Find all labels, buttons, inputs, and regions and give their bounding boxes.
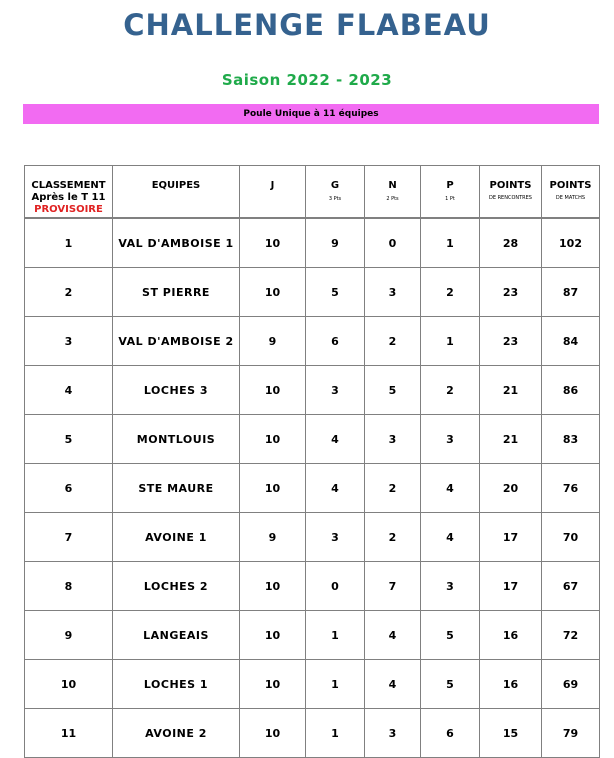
header-rank-line1: CLASSEMENT bbox=[31, 180, 106, 191]
n-cell: 4 bbox=[365, 611, 421, 660]
header-j bbox=[240, 166, 306, 219]
table-row bbox=[25, 317, 600, 366]
points-matchs-cell: 72 bbox=[542, 611, 600, 660]
header-rank bbox=[25, 166, 113, 219]
table-row bbox=[25, 660, 600, 709]
g-cell: 1 bbox=[306, 660, 365, 709]
table-row bbox=[25, 415, 600, 464]
j-cell: 9 bbox=[240, 317, 306, 366]
j-cell: 10 bbox=[240, 562, 306, 611]
header-points-rencontres bbox=[480, 166, 542, 219]
header-g-sub: 3 Pts bbox=[328, 196, 342, 202]
j-cell: 10 bbox=[240, 611, 306, 660]
points-rencontres-cell: 16 bbox=[480, 660, 542, 709]
points-rencontres-cell: 23 bbox=[480, 317, 542, 366]
rank-cell: 4 bbox=[25, 366, 113, 415]
team-cell: AVOINE 1 bbox=[113, 513, 240, 562]
points-matchs-cell: 69 bbox=[542, 660, 600, 709]
season-label: Saison 2022 - 2023 bbox=[221, 71, 393, 89]
team-cell: VAL D'AMBOISE 2 bbox=[113, 317, 240, 366]
points-rencontres-cell: 16 bbox=[480, 611, 542, 660]
g-cell: 3 bbox=[306, 513, 365, 562]
team-cell: LOCHES 1 bbox=[113, 660, 240, 709]
p-cell: 6 bbox=[421, 709, 480, 758]
j-cell: 10 bbox=[240, 366, 306, 415]
p-cell: 3 bbox=[421, 562, 480, 611]
team-cell: AVOINE 2 bbox=[113, 709, 240, 758]
header-points-rencontres-sub: DE RENCONTRES bbox=[488, 195, 532, 201]
j-cell: 10 bbox=[240, 218, 306, 268]
g-cell: 5 bbox=[306, 268, 365, 317]
rank-cell: 7 bbox=[25, 513, 113, 562]
table-row bbox=[25, 611, 600, 660]
points-rencontres-cell: 15 bbox=[480, 709, 542, 758]
table-row bbox=[25, 366, 600, 415]
rank-cell: 11 bbox=[25, 709, 113, 758]
points-matchs-cell: 70 bbox=[542, 513, 600, 562]
header-n-label: N bbox=[388, 180, 397, 191]
team-cell: LANGEAIS bbox=[113, 611, 240, 660]
header-points-matchs bbox=[542, 166, 600, 219]
j-cell: 10 bbox=[240, 709, 306, 758]
table-row bbox=[25, 709, 600, 758]
points-rencontres-cell: 21 bbox=[480, 366, 542, 415]
points-matchs-cell: 86 bbox=[542, 366, 600, 415]
j-cell: 10 bbox=[240, 660, 306, 709]
p-cell: 2 bbox=[421, 366, 480, 415]
rank-cell: 1 bbox=[25, 218, 113, 268]
points-matchs-cell: 102 bbox=[542, 218, 600, 268]
j-cell: 9 bbox=[240, 513, 306, 562]
points-rencontres-cell: 17 bbox=[480, 513, 542, 562]
header-p bbox=[421, 166, 480, 219]
n-cell: 2 bbox=[365, 464, 421, 513]
points-rencontres-cell: 17 bbox=[480, 562, 542, 611]
header-n-sub: 2 Pts bbox=[386, 196, 399, 202]
points-rencontres-cell: 23 bbox=[480, 268, 542, 317]
p-cell: 4 bbox=[421, 513, 480, 562]
n-cell: 3 bbox=[365, 415, 421, 464]
g-cell: 1 bbox=[306, 709, 365, 758]
g-cell: 3 bbox=[306, 366, 365, 415]
n-cell: 5 bbox=[365, 366, 421, 415]
points-matchs-cell: 84 bbox=[542, 317, 600, 366]
table-row bbox=[25, 513, 600, 562]
table-row bbox=[25, 562, 600, 611]
page-title: CHALLENGE FLABEAU bbox=[123, 8, 491, 42]
header-team bbox=[113, 166, 240, 219]
rank-cell: 9 bbox=[25, 611, 113, 660]
header-points-matchs-label: POINTS bbox=[549, 180, 592, 191]
n-cell: 4 bbox=[365, 660, 421, 709]
p-cell: 2 bbox=[421, 268, 480, 317]
team-cell: ST PIERRE bbox=[113, 268, 240, 317]
standings-body bbox=[25, 218, 600, 758]
team-cell: LOCHES 2 bbox=[113, 562, 240, 611]
rank-cell: 3 bbox=[25, 317, 113, 366]
p-cell: 4 bbox=[421, 464, 480, 513]
header-rank-provisional: PROVISOIRE bbox=[34, 204, 103, 215]
header-j-label: J bbox=[270, 180, 275, 191]
header-g bbox=[306, 166, 365, 219]
team-cell: VAL D'AMBOISE 1 bbox=[113, 218, 240, 268]
j-cell: 10 bbox=[240, 464, 306, 513]
standings-table bbox=[24, 165, 600, 758]
header-team-label: EQUIPES bbox=[151, 180, 201, 191]
g-cell: 6 bbox=[306, 317, 365, 366]
table-header-row bbox=[25, 166, 600, 219]
rank-cell: 5 bbox=[25, 415, 113, 464]
rank-cell: 10 bbox=[25, 660, 113, 709]
points-rencontres-cell: 20 bbox=[480, 464, 542, 513]
p-cell: 5 bbox=[421, 611, 480, 660]
n-cell: 3 bbox=[365, 709, 421, 758]
g-cell: 4 bbox=[306, 464, 365, 513]
rank-cell: 2 bbox=[25, 268, 113, 317]
p-cell: 3 bbox=[421, 415, 480, 464]
points-matchs-cell: 67 bbox=[542, 562, 600, 611]
rank-cell: 8 bbox=[25, 562, 113, 611]
n-cell: 7 bbox=[365, 562, 421, 611]
n-cell: 2 bbox=[365, 513, 421, 562]
p-cell: 1 bbox=[421, 218, 480, 268]
table-row bbox=[25, 268, 600, 317]
points-matchs-cell: 79 bbox=[542, 709, 600, 758]
header-rank-line2: Après le T 11 bbox=[31, 192, 106, 203]
table-row bbox=[25, 218, 600, 268]
table-row bbox=[25, 464, 600, 513]
points-rencontres-cell: 21 bbox=[480, 415, 542, 464]
g-cell: 1 bbox=[306, 611, 365, 660]
points-rencontres-cell: 28 bbox=[480, 218, 542, 268]
n-cell: 2 bbox=[365, 317, 421, 366]
g-cell: 9 bbox=[306, 218, 365, 268]
pool-banner: Poule Unique à 11 équipes bbox=[23, 104, 599, 124]
n-cell: 3 bbox=[365, 268, 421, 317]
header-n bbox=[365, 166, 421, 219]
p-cell: 5 bbox=[421, 660, 480, 709]
points-matchs-cell: 83 bbox=[542, 415, 600, 464]
rank-cell: 6 bbox=[25, 464, 113, 513]
team-cell: MONTLOUIS bbox=[113, 415, 240, 464]
header-p-sub: 1 Pt bbox=[445, 196, 455, 202]
team-cell: LOCHES 3 bbox=[113, 366, 240, 415]
header-g-label: G bbox=[330, 180, 340, 191]
header-points-rencontres-label: POINTS bbox=[489, 180, 532, 191]
header-p-label: P bbox=[446, 180, 454, 191]
g-cell: 0 bbox=[306, 562, 365, 611]
j-cell: 10 bbox=[240, 268, 306, 317]
n-cell: 0 bbox=[365, 218, 421, 268]
g-cell: 4 bbox=[306, 415, 365, 464]
points-matchs-cell: 87 bbox=[542, 268, 600, 317]
points-matchs-cell: 76 bbox=[542, 464, 600, 513]
j-cell: 10 bbox=[240, 415, 306, 464]
p-cell: 1 bbox=[421, 317, 480, 366]
team-cell: STE MAURE bbox=[113, 464, 240, 513]
header-points-matchs-sub: DE MATCHS bbox=[555, 195, 586, 201]
